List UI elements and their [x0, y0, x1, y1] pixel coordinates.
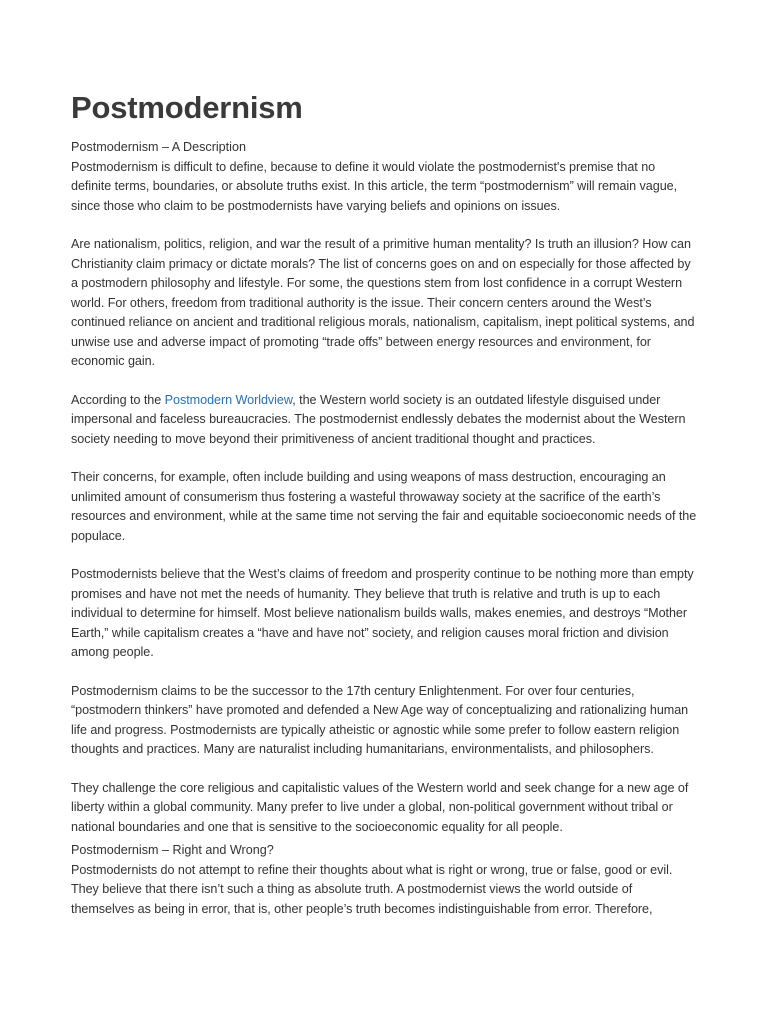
- paragraph-8: Postmodernists do not attempt to refine their thoughts about what is right or wrong, true or false, good or evil. They believe that there isn’t such a thing as absolute truth. A postmodernist views the world outside of themselves as being in error, that is, other people’s truth becomes indistinguishable from error. Therefore,: [71, 862, 673, 916]
- paragraph-3: [71, 391, 698, 450]
- paragraph-4: Their concerns, for example, often include building and using weapons of mass destruction, encouraging an unlimited amount of consumerism thus fostering a wasteful throwaway society at the sacrifice of the earth’s resources and environment, while at the same time not serving the fair and equitable socioeconomic needs of the populace.: [71, 470, 697, 543]
- page-title: Postmodernism: [71, 90, 303, 125]
- paragraph-1: Postmodernism is difficult to define, because to define it would violate the postmodernist's premise that no definite terms, boundaries, or absolute truths exist. In this article, the term “postmodernism” will remain vague, since those who claim to be postmodernists have varying beliefs and opinions on issues.: [71, 159, 678, 213]
- postmodern-worldview-link[interactable]: Postmodern Worldview: [164, 392, 293, 407]
- section-heading-right-wrong: Postmodernism – Right and Wrong?: [71, 843, 274, 857]
- section-heading-description: Postmodernism – A Description: [71, 140, 246, 154]
- paragraph-5: Postmodernists believe that the West’s claims of freedom and prosperity continue to be nothing more than empty promises and have not met the needs of humanity. They believe that truth is relative and truth is up to each individual to determine for himself. Most believe nationalism builds walls, makes enemies, and destroys “Mother Earth,” while capitalism creates a “have and have not” society, and religion causes moral friction and division among people.: [71, 567, 694, 659]
- paragraph-3-lead: According to the: [71, 392, 165, 407]
- paragraph-2: Are nationalism, politics, religion, and war the result of a primitive human mentality? Is truth an illusion? How can Christianity claim primacy or dictate morals? The list of concerns goes on and on especially for those affected by a postmodern philosophy and lifestyle. For some, the questions stem from lost confidence in a corrupt Western world. For others, freedom from traditional authority is the issue. Their concern centers around the West’s continued reliance on ancient and traditional religious morals, nationalism, capitalism, inept political systems, and unwise use and adverse impact of promoting “trade offs” between energy resources and environment, for economic gain.: [71, 237, 695, 368]
- paragraph-6: Postmodernism claims to be the successor to the 17th century Enlightenment. For over four centuries, “postmodern thinkers” have promoted and defended a New Age way of conceptualizing and rationalizing human life and progress. Postmodernists are typically atheistic or agnostic while some prefer to follow eastern religion thoughts and practices. Many are naturalist including humanitarians, environmentalists, and philosophers.: [71, 683, 689, 756]
- paragraph-3-rest: , the Western world society is an outdated lifestyle disguised under impersonal and faceless bureaucracies. The postmodernist endlessly debates the modernist about the Western society needing to move beyond their primitiveness of ancient traditional thought and practices.: [71, 392, 686, 446]
- paragraph-7: They challenge the core religious and capitalistic values of the Western world and seek change for a new age of liberty within a global community. Many prefer to live under a global, non-political government without tribal or national boundaries and one that is sensitive to the socioeconomic equality for all people.: [71, 780, 689, 834]
